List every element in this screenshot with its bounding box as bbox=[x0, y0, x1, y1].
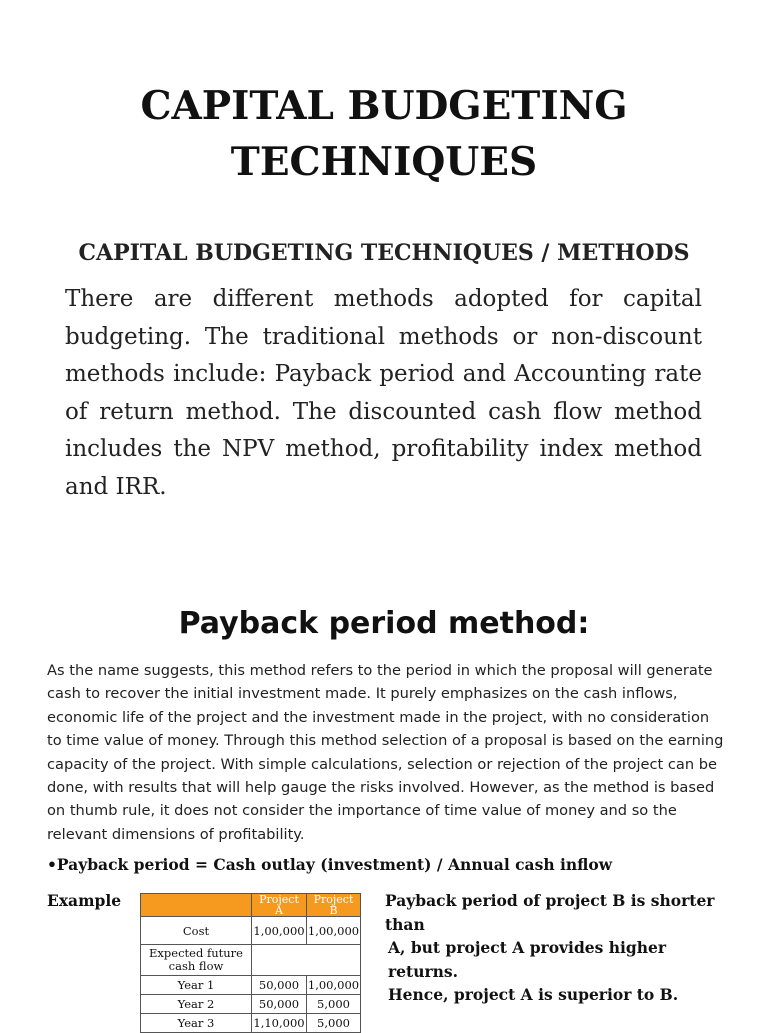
table-cell-value: 1,00,000 bbox=[307, 917, 361, 945]
table-cell-label: Year 1 bbox=[141, 976, 252, 995]
conclusion-line-2: A, but project A provides higher returns. bbox=[388, 938, 667, 981]
table-cell-value: 50,000 bbox=[252, 995, 307, 1014]
page-title-line-2: TECHNIQUES bbox=[230, 139, 538, 185]
table-cell-label: Year 3 bbox=[141, 1014, 252, 1033]
page-title bbox=[0, 78, 768, 190]
table-header-project-a-line1: Project bbox=[259, 893, 299, 906]
intro-paragraph: There are different methods adopted for capital budgeting. The traditional methods or non-discount methods include: Payback period and Accounting rate of return method. The discounted cash flow method includes the NPV method, profitability index method and IRR. bbox=[65, 286, 702, 500]
table-header-row bbox=[141, 894, 361, 917]
table-header-project-b-line2: B bbox=[329, 904, 338, 917]
payback-description: As the name suggests, this method refers to the period in which the proposal will generate cash to recover the initial investment made. It purely emphasizes on the cash inflows, economic life of the project and the investment made in the project, with no consideration to time value of money. Through this method selection of a proposal is based on the earning capacity of the project. With simple calculations, selection or rejection of the project can be done, with results that will help gauge the risks involved. However, as the method is based on thumb rule, it does not consider the importance of time value of money and so the relevant dimensions of profitability. bbox=[47, 662, 724, 843]
table-cell-value: 5,000 bbox=[307, 1014, 361, 1033]
expected-label-line2: cash flow bbox=[168, 959, 224, 973]
table-cell-label: Year 2 bbox=[141, 995, 252, 1014]
table-row bbox=[141, 1014, 361, 1033]
example-label: Example bbox=[47, 891, 122, 910]
table-row bbox=[141, 995, 361, 1014]
payback-formula: •Payback period = Cash outlay (investment) / Annual cash inflow bbox=[47, 855, 613, 874]
section-subtitle: CAPITAL BUDGETING TECHNIQUES / METHODS bbox=[78, 240, 690, 266]
table-header-project-b bbox=[307, 894, 361, 917]
table-row-expected bbox=[141, 945, 361, 976]
table-cell-value: 1,00,000 bbox=[307, 976, 361, 995]
conclusion-line-1: Payback period of project B is shorter than bbox=[385, 891, 715, 934]
table-cell-value: 5,000 bbox=[307, 995, 361, 1014]
table-cell-value: 50,000 bbox=[252, 976, 307, 995]
example-table bbox=[140, 893, 361, 1033]
page-title-line-1: CAPITAL BUDGETING bbox=[140, 83, 628, 129]
table-row-cost bbox=[141, 917, 361, 945]
table-cell-label bbox=[141, 945, 252, 976]
table-header-project-a-line2: A bbox=[275, 904, 283, 917]
table-cell-empty bbox=[252, 945, 361, 976]
table-cell-label: Cost bbox=[141, 917, 252, 945]
payback-heading: Payback period method: bbox=[178, 606, 590, 641]
expected-label-line1: Expected future bbox=[149, 946, 243, 960]
table-cell-value: 1,00,000 bbox=[252, 917, 307, 945]
table-header-blank bbox=[141, 894, 252, 917]
table-header-project-b-line1: Project bbox=[313, 893, 354, 906]
example-conclusion bbox=[385, 889, 735, 1007]
table-header-project-a bbox=[252, 894, 307, 917]
table-cell-value: 1,10,000 bbox=[252, 1014, 307, 1033]
conclusion-line-3: Hence, project A is superior to B. bbox=[388, 985, 679, 1004]
table-row bbox=[141, 976, 361, 995]
